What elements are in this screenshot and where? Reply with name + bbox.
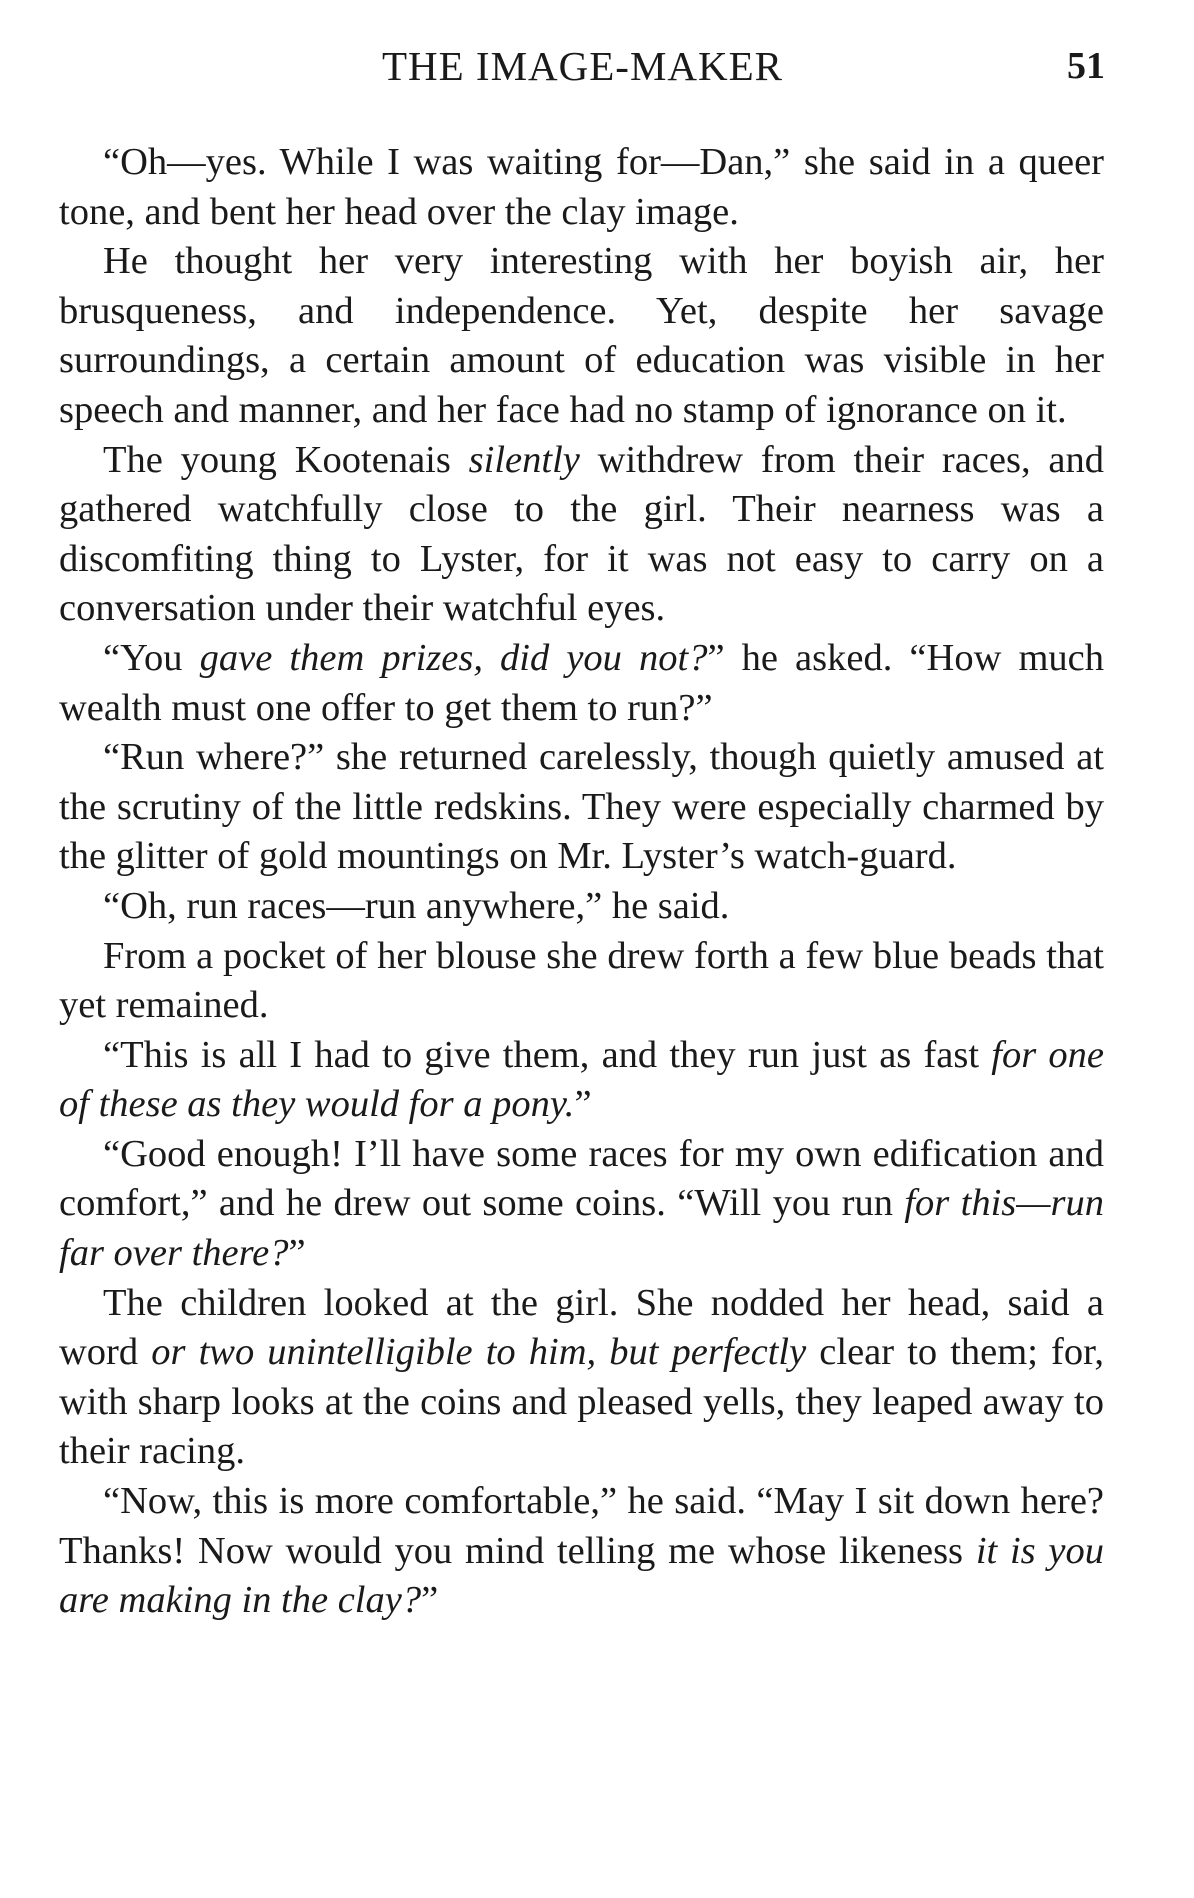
running-head [60, 42, 1105, 90]
paragraph [59, 932, 1104, 1031]
text-run: “You [103, 636, 200, 679]
text-run: ” [288, 1232, 306, 1275]
text-run: withdrew from their races, and gathered watchfully close to the girl. Their nearness was a discomfiting thing to Lyster, for it was not easy to carry on a conversation under their watchful eyes. [59, 438, 1104, 630]
text-run: ” he asked. “How much wealth must one offer to get them to run?” [59, 636, 1104, 729]
text-run: The children looked at the girl. She nodded her head, said a word [59, 1281, 1104, 1374]
paragraph [59, 237, 1104, 435]
page-number: 51 [1067, 45, 1105, 87]
paragraph [59, 733, 1104, 882]
italic-run: gave them prizes, did you not? [199, 636, 708, 679]
italic-run: silently [468, 438, 580, 481]
text-run: clear to them; for, with sharp looks at the coins and pleased yells, they leaped away to their racing. [59, 1331, 1104, 1473]
text-run: He thought her very interesting with her boyish air, her brusqueness, and independence. Yet, despite her savage surroundings, a certain amount of education was visible in her speech and manner, and her face had no stamp of ignorance on it. [59, 240, 1104, 431]
text-run: The young Kootenais [103, 438, 469, 481]
text-run: ” [421, 1579, 439, 1622]
text-run: ” [574, 1083, 592, 1126]
text-run: From a pocket of her blouse she drew forth a few blue beads that yet remained. [59, 934, 1104, 1027]
paragraph [59, 1130, 1104, 1279]
paragraph [59, 138, 1104, 237]
body-text [59, 138, 1104, 1626]
italic-run: it is you are making in the clay? [59, 1529, 1104, 1622]
italic-run: for one of these as they would for a pony. [59, 1033, 1104, 1126]
paragraph [59, 634, 1104, 733]
italic-run: or two unintelligible to him, but perfectly [151, 1331, 807, 1374]
text-run: “This is all I had to give them, and they run just as fast [103, 1033, 992, 1076]
paragraph [59, 882, 1104, 932]
text-run: “Now, this is more comfortable,” he said. “May I sit down here? Thanks! Now would you mind telling me whose likeness [59, 1480, 1104, 1572]
text-run: “Good enough! I’ll have some races for my own edification and comfort,” and he drew out some coins. “Will you run [59, 1132, 1104, 1225]
paragraph [59, 1031, 1104, 1130]
italic-run: for this—run far over there? [59, 1182, 1104, 1275]
paragraph [59, 1279, 1104, 1477]
text-run: “Run where?” she returned carelessly, though quietly amused at the scrutiny of the little redskins. They were especially charmed by the glitter of gold mountings on Mr. Lyster’s watch-guard. [59, 736, 1104, 878]
text-run: “Oh, run races—run anywhere,” he said. [103, 884, 730, 927]
paragraph [59, 436, 1104, 634]
running-title: THE IMAGE-MAKER [381, 43, 784, 89]
paragraph [59, 1477, 1104, 1626]
text-run: “Oh—yes. While I was waiting for—Dan,” she said in a queer tone, and bent her head over the clay image. [59, 141, 1104, 233]
